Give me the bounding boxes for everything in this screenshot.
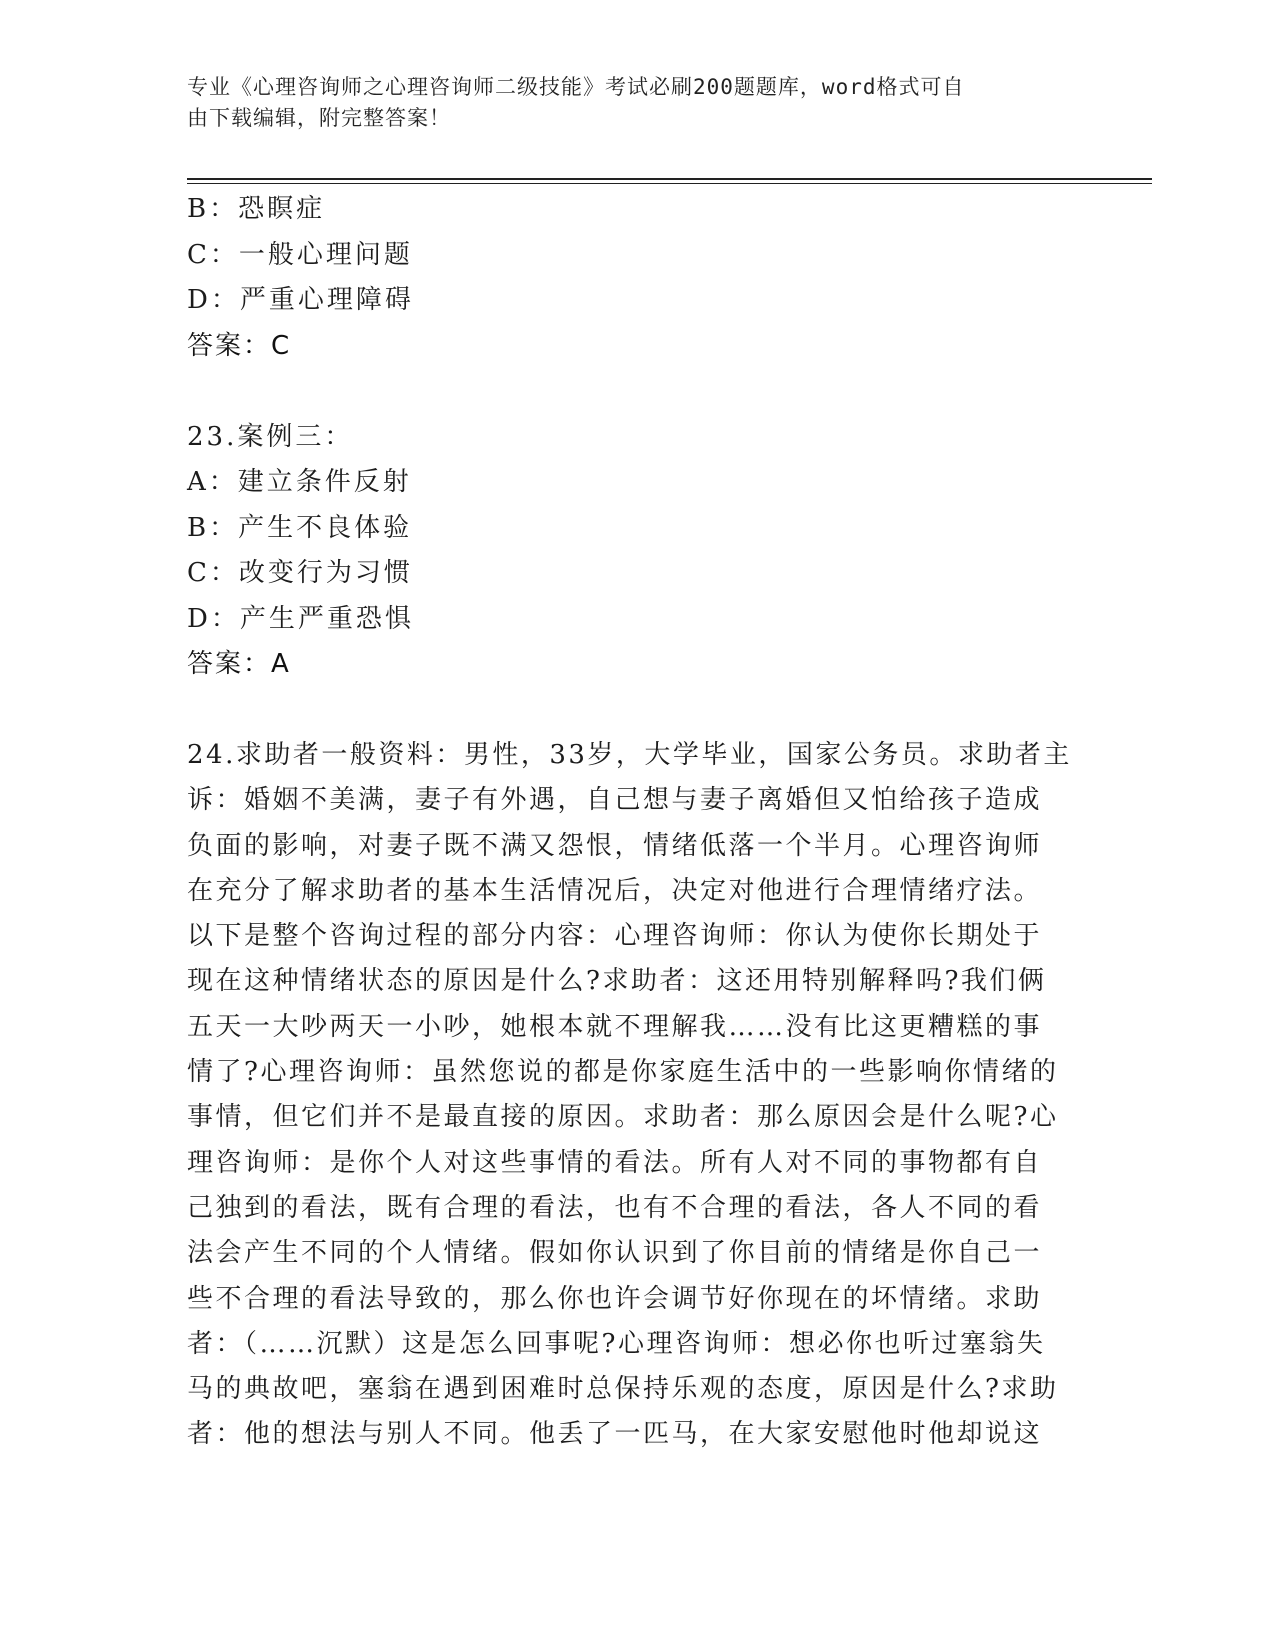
q24-line: 五天一大吵两天一小吵，她根本就不理解我……没有比这更糟糕的事: [187, 1011, 1043, 1042]
q22-option-b: B：恐瞑症: [187, 194, 326, 224]
q23-title: 23.案例三：: [187, 421, 354, 452]
q23-option-a: A：建立条件反射: [187, 467, 412, 497]
header-line-2: 由下载编辑，附完整答案！: [187, 106, 451, 130]
q24-line: 法会产生不同的个人情绪。假如你认识到了你目前的情绪是你自己一: [187, 1238, 1043, 1269]
document-header: [187, 72, 1067, 134]
q22-answer: 答案：C: [187, 330, 292, 361]
q24-line: 情了?心理咨询师：虽然您说的都是你家庭生活中的一些影响你情绪的: [187, 1057, 1059, 1088]
q23-answer: 答案：A: [187, 649, 291, 679]
header-rule-thick: [187, 178, 1152, 180]
spacer: [187, 688, 1087, 734]
q23-option-c: C：改变行为习惯: [187, 558, 413, 588]
q24-line: 者：（……沉默）这是怎么回事呢?心理咨询师：想必你也听过塞翁失: [187, 1328, 1046, 1359]
q24-line: 者：他的想法与别人不同。他丢了一匹马，在大家安慰他时他却说这: [187, 1419, 1043, 1450]
header-line-1: 专业《心理咨询师之心理咨询师二级技能》考试必刷200题题库，word格式可自: [187, 75, 965, 99]
q23-option-b: B：产生不良体验: [187, 512, 413, 543]
q24-line: 事情，但它们并不是最直接的原因。求助者：那么原因会是什么呢?心: [187, 1102, 1059, 1133]
q22-option-c: C：一般心理问题: [187, 239, 413, 270]
document-body: [187, 187, 1087, 1458]
q23-option-d: D：产生严重恐惧: [187, 603, 414, 634]
q24-line: 在充分了解求助者的基本生活情况后，决定对他进行合理情绪疗法。: [187, 875, 1043, 906]
q24-line: 诉：婚姻不美满，妻子有外遇，自己想与妻子离婚但又怕给孩子造成: [187, 785, 1043, 816]
header-rule-thin: [187, 183, 1152, 184]
q24-line: 己独到的看法，既有合理的看法，也有不合理的看法，各人不同的看: [187, 1192, 1043, 1223]
q24-line: 些不合理的看法导致的，那么你也许会调节好你现在的坏情绪。求助: [187, 1283, 1043, 1314]
q22-option-d: D：严重心理障碍: [187, 285, 414, 315]
q24-line: 24.求助者一般资料：男性，33岁，大学毕业，国家公务员。求助者主: [187, 740, 1072, 770]
q24-line: 现在这种情绪状态的原因是什么?求助者：这还用特别解释吗?我们俩: [187, 966, 1047, 997]
question-24-paragraph: [187, 733, 1072, 1458]
spacer: [187, 369, 1087, 415]
q24-line: 理咨询师：是你个人对这些事情的看法。所有人对不同的事物都有自: [187, 1147, 1043, 1178]
q24-line: 负面的影响，对妻子既不满又怨恨，情绪低落一个半月。心理咨询师: [187, 830, 1043, 861]
question-22-block: [187, 187, 1087, 369]
q24-line: 马的典故吧，塞翁在遇到困难时总保持乐观的态度，原因是什么?求助: [187, 1374, 1059, 1405]
question-23-block: [187, 415, 1087, 688]
q24-line: 以下是整个咨询过程的部分内容：心理咨询师：你认为使你长期处于: [187, 921, 1043, 952]
